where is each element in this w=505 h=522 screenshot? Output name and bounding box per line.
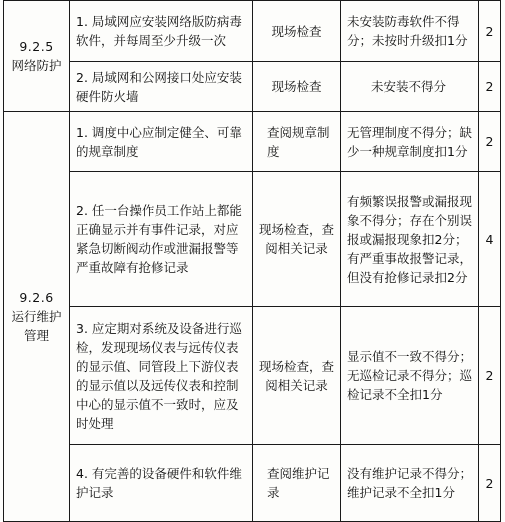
table-row [4,62,501,112]
points-cell: 2 [479,307,501,445]
table-row [4,1,501,62]
method-cell: 现场检查，查阅相关记录 [253,307,341,445]
section-cell-operation [4,112,70,522]
requirement-cell: 3. 应定期对系统及设备进行巡检，发现现场仪表与远传仪表的显示值、同管段上下游仪表的显示值以及远传仪表和控制中心的显示值不一致时，应及时处理 [70,307,253,445]
scoring-cell: 无管理制度不得分；缺少一种规章制度扣1分 [341,112,479,172]
requirement-cell: 1. 调度中心应制定健全、可靠的规章制度 [70,112,253,172]
requirement-cell: 2. 任一台操作员工作站上都能正确显示并有事件记录，对应紧急切断阀动作或泄漏报警等严重故障有抢修记录 [70,172,253,307]
requirement-cell: 2. 局域网和公网接口处应安装硬件防火墙 [70,62,253,112]
points-cell: 2 [479,62,501,112]
section-name: 运行维护管理 [11,309,62,343]
table-row [4,112,501,172]
table-row [4,445,501,522]
requirement-cell: 4. 有完善的设备硬件和软件维护记录 [70,445,253,522]
scoring-cell: 有频繁误报警或漏报现象不得分；存在个别误报或漏报现象扣2分；有严重事故报警记录，但没有抢修记录扣2分 [341,172,479,307]
points-cell: 2 [479,112,501,172]
method-cell: 查阅规章制度 [253,112,341,172]
table-row [4,172,501,307]
inspection-table [3,0,501,522]
table-row [4,307,501,445]
points-cell: 4 [479,172,501,307]
section-name: 网络防护 [11,58,62,73]
requirement-cell: 1. 局域网应安装网络版防病毒软件，并每周至少升级一次 [70,1,253,62]
section-number: 9.2.6 [19,290,54,305]
section-cell-network [4,1,70,112]
scoring-cell: 没有维护记录不得分；维护记录不全扣1分 [341,445,479,522]
scoring-cell: 未安装不得分 [341,62,479,112]
scoring-cell: 显示值不一致不得分；无巡检记录不得分；巡检记录不全扣1分 [341,307,479,445]
points-cell: 2 [479,445,501,522]
section-number: 9.2.5 [19,39,54,54]
method-cell: 现场检查 [253,1,341,62]
scoring-cell: 未安装防毒软件不得分；未按时升级扣1分 [341,1,479,62]
method-cell: 现场检查，查阅相关记录 [253,172,341,307]
points-cell: 2 [479,1,501,62]
method-cell: 现场检查 [253,62,341,112]
method-cell: 查阅维护记录 [253,445,341,522]
